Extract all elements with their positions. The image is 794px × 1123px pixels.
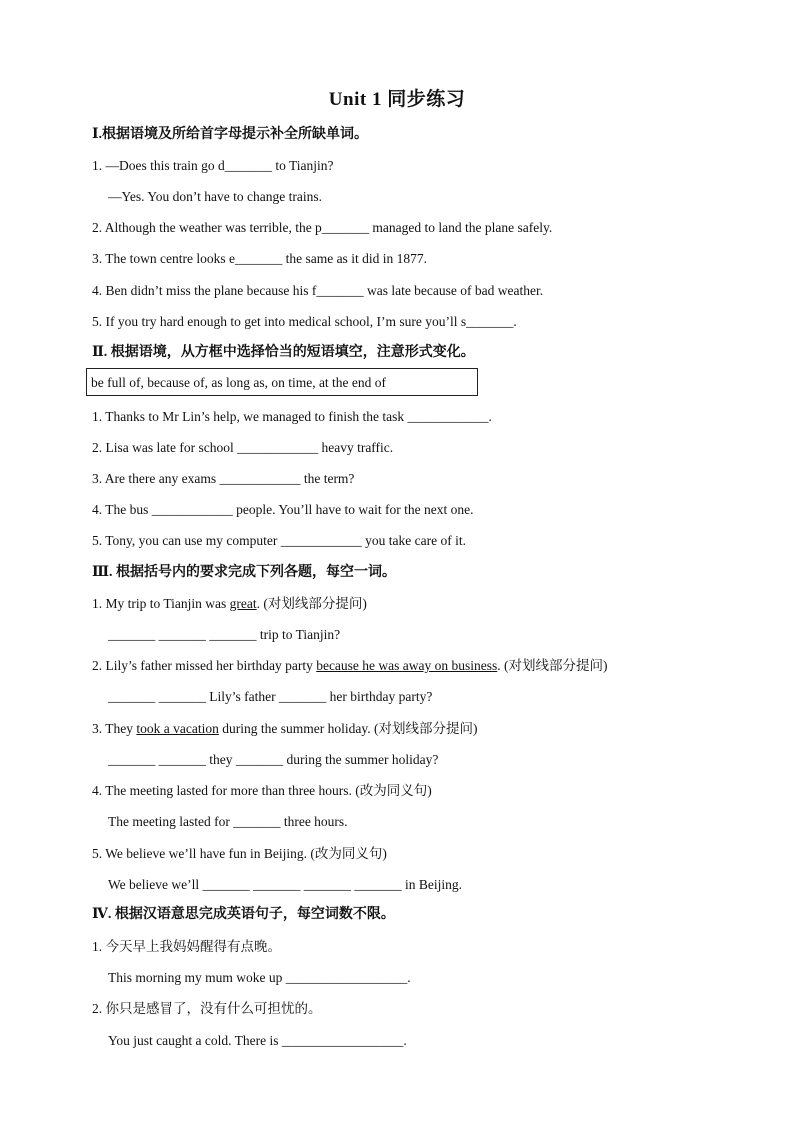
s1-question-4: 4. Ben didn’t miss the plane because his f_______ was late because of bad weather. [92,283,544,298]
s2-question-1: 1. Thanks to Mr Lin’s help, we managed to finish the task ____________. [92,409,492,424]
s4-answer-2: You just caught a cold. There is __________________. [108,1033,407,1048]
section-2-heading: Ⅱ. 根据语境，从方框中选择恰当的短语填空，注意形式变化。 [92,345,475,360]
phrase-box-text: be full of, because of, as long as, on time, at the end of [91,375,387,390]
s3-question-1: 1. My trip to Tianjin was great. (对划线部分提问) [92,596,367,611]
underlined-part: because he was away on business [316,658,498,673]
section-1-heading: Ⅰ.根据语境及所给首字母提示补全所缺单词。 [92,127,369,142]
phrase-box [86,368,478,396]
s4-question-1: 1. 今天早上我妈妈醒得有点晚。 [92,939,281,954]
s1-question-3: 3. The town centre looks e_______ the same as it did in 1877. [92,251,427,266]
s1-question-2: 2. Although the weather was terrible, the p_______ managed to land the plane safely. [92,220,553,235]
s3-question-3: 3. They took a vacation during the summer holiday. (对划线部分提问) [92,721,478,736]
s2-question-2: 2. Lisa was late for school ____________ heavy traffic. [92,440,394,455]
s1-question-5: 5. If you try hard enough to get into medical school, I’m sure you’ll s_______. [92,314,517,329]
s3-question-2: 2. Lily’s father missed her birthday party because he was away on business. (对划线部分提问) [92,658,608,673]
s4-question-2: 2. 你只是感冒了，没有什么可担忧的。 [92,1001,322,1016]
s3-answer-5: We believe we’ll _______ _______ _______ _______ in Beijing. [108,877,462,892]
s3-question-4: 4. The meeting lasted for more than three hours. (改为同义句) [92,783,432,798]
s2-question-3: 3. Are there any exams ____________ the term? [92,471,355,486]
s3-answer-1: _______ _______ _______ trip to Tianjin? [108,627,341,642]
s1-question-1: 1. —Does this train go d_______ to Tianjin? [92,158,334,173]
underlined-part: great [229,596,257,611]
s3-answer-2: _______ _______ Lily’s father _______ her birthday party? [108,689,433,704]
section-4-heading: Ⅳ. 根据汉语意思完成英语句子，每空词数不限。 [92,907,395,922]
section-3-heading: Ⅲ. 根据括号内的要求完成下列各题，每空一词。 [92,565,397,580]
page-title: Unit 1 同步练习 [328,89,466,110]
underlined-part: took a vacation [136,721,219,736]
s1-question-1-reply: —Yes. You don’t have to change trains. [108,189,322,204]
s3-question-5: 5. We believe we’ll have fun in Beijing. (改为同义句) [92,846,387,861]
s3-answer-3: _______ _______ they _______ during the summer holiday? [108,752,439,767]
s2-question-4: 4. The bus ____________ people. You’ll have to wait for the next one. [92,502,474,517]
s3-answer-4: The meeting lasted for _______ three hours. [108,814,348,829]
s2-question-5: 5. Tony, you can use my computer ____________ you take care of it. [92,533,466,548]
s4-answer-1: This morning my mum woke up __________________. [108,970,411,985]
